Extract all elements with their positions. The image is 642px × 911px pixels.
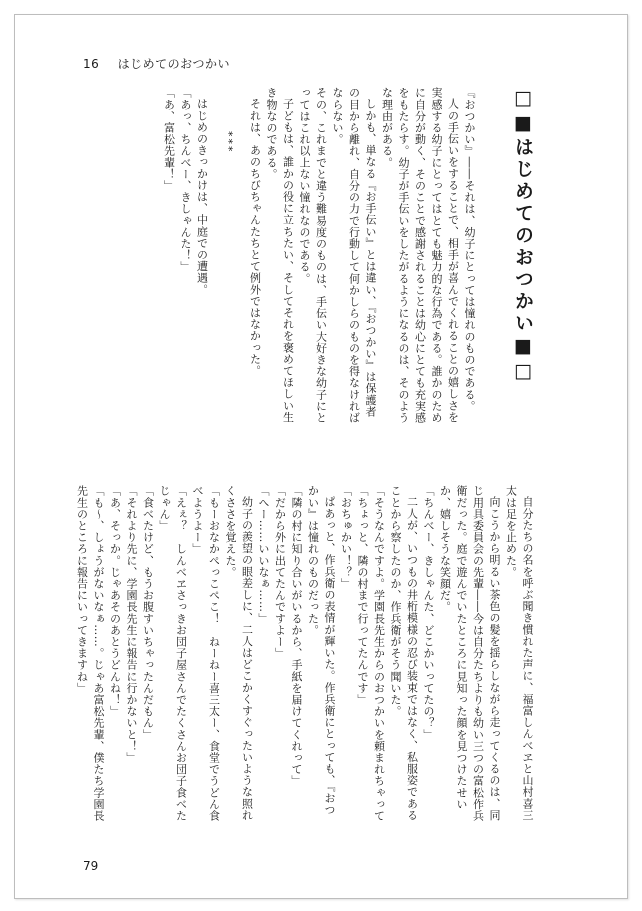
dialogue-line: 「食べたけど、もうお腹すいちゃったんだもん」 (141, 485, 155, 741)
bottom-text-block (75, 485, 535, 825)
paragraph: その、これまでと違う難易度のものは、手伝い大好きな幼子にとってはこれ以上ない憧れなのである。 (298, 87, 328, 424)
dialogue-line: 「あ、そっか。じゃあそのあとうどんね！」 (108, 485, 122, 717)
dialogue-line: 「あ、富松先輩！」 (162, 87, 176, 192)
paragraph: それは、あのちびちゃんたちとて例外ではなかった。 (248, 98, 262, 377)
page-number: 79 (83, 859, 99, 873)
dialogue-line: 「おちゅかい！？」 (339, 485, 353, 590)
dialogue-line: 「ちんべー、きしゃんた、どこかいってたの？」 (422, 485, 435, 741)
paragraph: はじめのきっかけは、中庭での遭遇。 (195, 98, 209, 296)
dialogue-line: 「そうなんですよ。学園長先生からのおつかいを頼まれちゃって (372, 485, 386, 822)
top-text-block (127, 87, 535, 427)
dialogue-line: 「だから外に出てたんですよー」 (273, 485, 287, 659)
chapter-title: はじめてのおつかい (117, 57, 230, 71)
paragraph: 幼子の羨望の眼差しに、二人はどこかくすぐったいような照れくささを覚えた。 (224, 485, 254, 821)
dialogue-line: 「も～、しょうがないなぁ……。じゃあ富松先輩、僕たち学園長先生のところに報告にいってきますね」 (75, 485, 105, 822)
dialogue-line: 「えぇ？ しんべヱさっきお団子屋さんでたくさんお団子食べたじゃん」 (158, 485, 188, 822)
section-title: □■はじめてのおつかい■□ (512, 87, 534, 385)
page (14, 14, 628, 899)
dialogue-line: 「もーおなかぺっこぺこ！ ねーねー喜三太ー、食堂でうどん食べようよー」 (191, 485, 221, 822)
paragraph: 自分たちの名を呼ぶ聞き慣れた声に、福富しんべヱと山村喜三太は足を止めた。 (504, 485, 534, 821)
scene-separator: *** (222, 131, 235, 154)
dialogue-line: 「ちょっと、隣の村まで行ってたんです」 (356, 485, 369, 706)
paragraph: 向こうから明るい茶色の髪を揺らしながら走ってくるのは、同じ用具委員会の先輩――今は自分たちよりも幼い三つの富松作兵衛だった。庭で遊んでいたところに見知った顔を見つけたせいか、嬉しそうな笑顔だ。 (438, 485, 501, 822)
dialogue-line: 「あっ、ちんべー、きしゃんた！」 (179, 87, 192, 273)
dialogue-line: 「隣の村に知り合いがいるから、手紙を届けてくれって」 (290, 485, 303, 787)
paragraph: 人の手伝いをすることで、相手が喜んでくれることの嬉しさを実感する幼子にとってはとても魅力的な行為である。誰かのために自分が動く、そのことで感謝されることは幼心にとても充実感をもたらす。幼子が手伝いをしたがるようになるのは、そのような理由がある。 (380, 87, 460, 424)
chapter-number: 16 (83, 57, 100, 71)
paragraph: 子どもは、誰かの役に立ちたい、そしてそれを褒めてほしい生き物なのである。 (265, 87, 295, 423)
paragraph: 二人が、いつもの井桁模様の忍び装束ではなく、私服姿であることから察したのか、作兵衛がそう聞いた。 (389, 485, 419, 821)
dialogue-line: 「へー……いいなぁ……」 (257, 485, 270, 625)
running-head (83, 55, 230, 72)
paragraph: 『おつかい』――それは、幼子にとっては憧れのものである。 (463, 87, 476, 412)
paragraph: しかも、単なる『お手伝い』とは違い、『おつかい』は保護者の目から離れ、自分の力で行動して何かしらのものを得なければならない。 (331, 87, 377, 424)
paragraph: ぱあっと、作兵衛の表情が輝いた。作兵衛にとっても、『おつかい』は憧れのものだった。 (306, 485, 336, 816)
dialogue-line: 「それより先に、学園長先生に報告に行かないと！」 (125, 485, 138, 764)
